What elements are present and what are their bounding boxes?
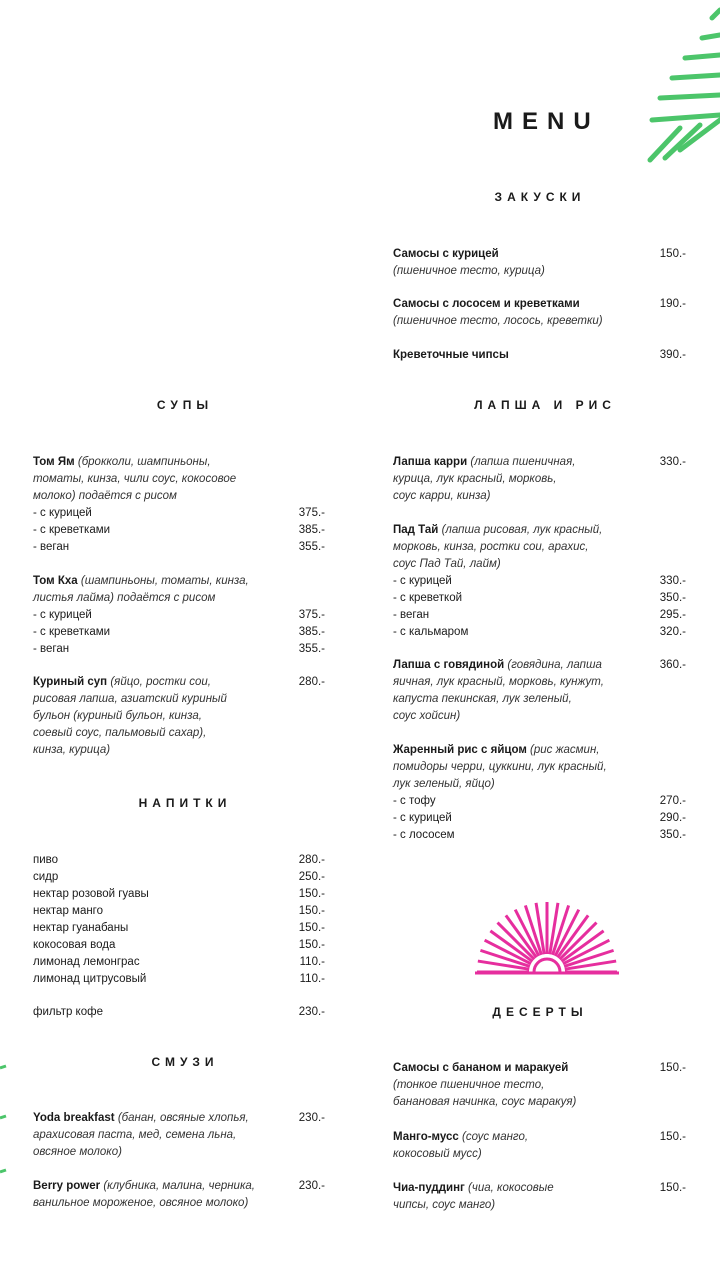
menu-item: Berry power (клубника, малина, черника, 230.- ванильное мороженое, овсяное молоко) xyxy=(33,1180,325,1209)
section-supy: СУПЫ xyxy=(156,398,214,412)
menu-item: Лапша карри (лапша пшеничная, 330.- курица, лук красный, морковь, соус карри, кинза) xyxy=(393,456,686,502)
menu-item: Самосы с курицей 150.- (пшеничное тесто, курица) xyxy=(393,248,686,277)
menu-title: MENU xyxy=(493,108,600,135)
section-lapsha: ЛАПША И РИС xyxy=(474,398,616,412)
section-zakuski: ЗАКУСКИ xyxy=(494,190,586,204)
section-smuzi: СМУЗИ xyxy=(151,1055,219,1069)
sunburst-icon xyxy=(472,898,622,976)
menu-item: Том Ям (брокколи, шампиньоны, томаты, кинза, чили соус, кокосовое молоко) подаётся с рисом - с курицей 375.- - с креветками 385.- - веган 355.- xyxy=(33,456,325,553)
leaf-edge-icon xyxy=(0,1060,8,1180)
menu-item: фильтр кофе 230.- xyxy=(33,1006,325,1018)
menu-item: Куриный суп (яйцо, ростки сои, 280.- рисовая лапша, азиатский куриный бульон (куриный бульон, кинза, соевый соус, пальмовый сахар), кинза, курица) xyxy=(33,676,325,756)
drinks-list: пиво 280.- сидр 250.- нектар розовой гуавы 150.- нектар манго 150.- нектар гуанабаны 150.- кокосовая вода 150.- лимонад лемонграс 110.- лимонад цитрусовый 110.- xyxy=(33,854,325,985)
menu-item: Yoda breakfast (банан, овсяные хлопья, 230.- арахисовая паста, мед, семена льна, овсяное молоко) xyxy=(33,1112,325,1158)
menu-item: Лапша с говядиной (говядина, лапша 360.- яичная, лук красный, морковь, кунжут, капуста пекинская, лук зеленый, соус хойсин) xyxy=(393,659,686,722)
leaf-icon xyxy=(640,0,720,170)
section-deserty: ДЕСЕРТЫ xyxy=(492,1005,588,1019)
section-napitki: НАПИТКИ xyxy=(138,796,232,810)
menu-item: Жаренный рис с яйцом (рис жасмин, помидоры черри, цуккини, лук красный, лук зеленый, яйцо) - с тофу 270.- - с курицей 290.- - с лососем 350.- xyxy=(393,744,686,841)
menu-item: Манго-мусс (соус манго, 150.- кокосовый мусс) xyxy=(393,1131,686,1160)
menu-item: Том Кха (шампиньоны, томаты, кинза, листья лайма) подаётся с рисом - с курицей 375.- - с креветками 385.- - веган 355.- xyxy=(33,575,325,655)
menu-item: Самосы с лососем и креветками 190.- (пшеничное тесто, лосось, креветки) xyxy=(393,298,686,327)
menu-item: Пад Тай (лапша рисовая, лук красный, морковь, кинза, ростки сои, арахис, соус Пад Тай, лайм) - с курицей 330.- - с креветкой 350.- - веган 295.- - с кальмаром 320.- xyxy=(393,524,686,638)
menu-item: Креветочные чипсы 390.- xyxy=(393,349,686,361)
menu-item: Самосы с бананом и маракуей 150.- (тонкое пшеничное тесто, банановая начинка, соус маракуя) xyxy=(393,1062,686,1108)
menu-item: Чиа-пуддинг (чиа, кокосовые 150.- чипсы, соус манго) xyxy=(393,1182,686,1211)
